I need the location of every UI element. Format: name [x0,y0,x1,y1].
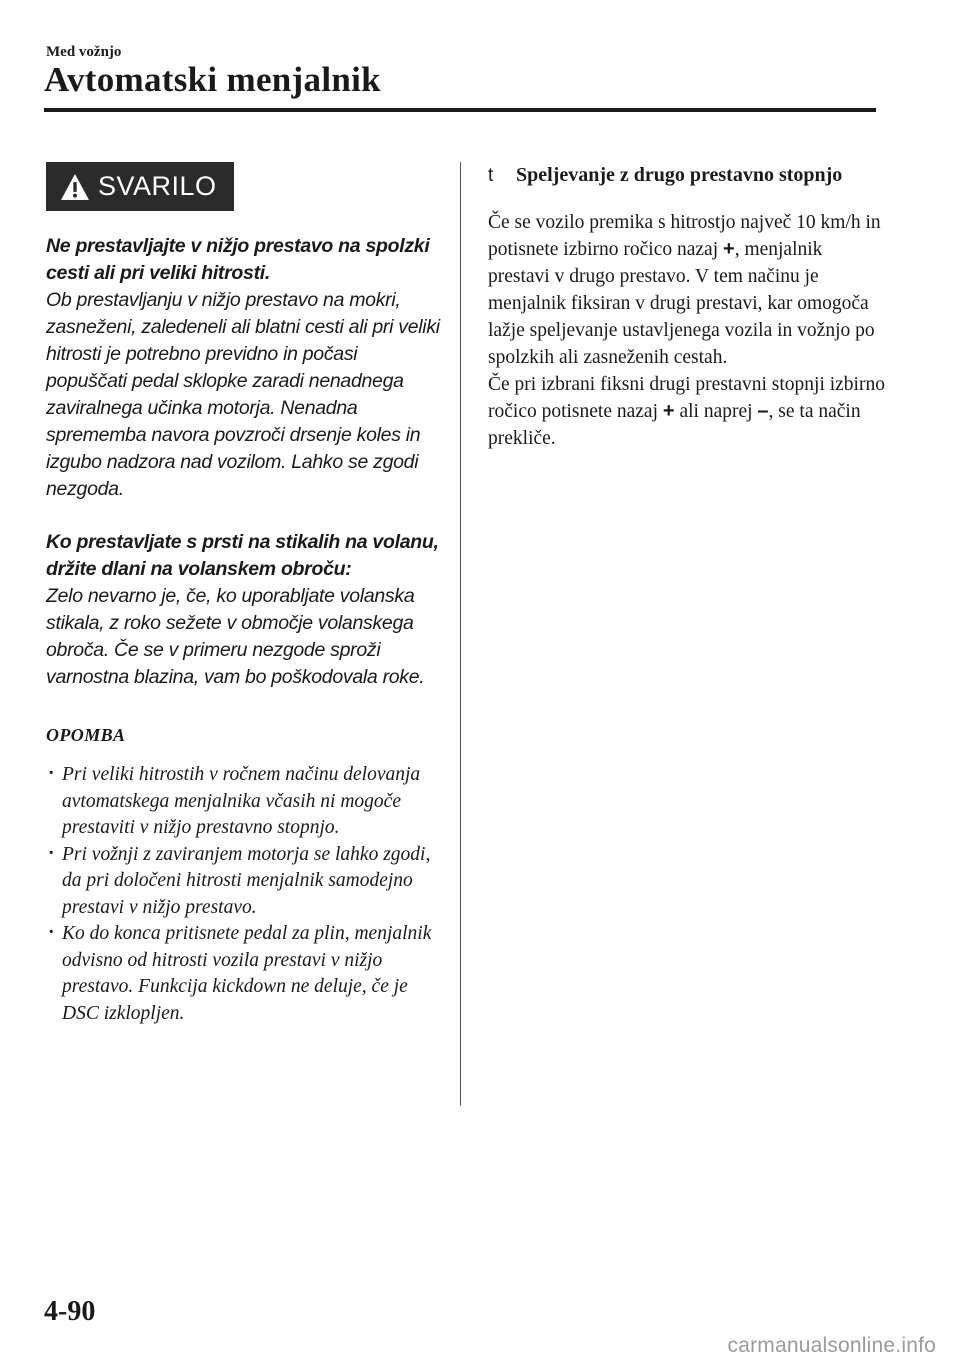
text-run: , se ta način prekliče. [488,401,861,449]
list-item: · Pri veliki hitrostih v ročnem načinu delovanja avtomatskega menjalnika včasih ni mogoče prestaviti v nižjo prestavno stopnjo. [46,762,441,842]
warning-body: Zelo nevarno je, če, ko uporabljate volanska stikala, z roko sežete v območje volanskega obroča. Če se v primeru nezgode sproži varnostna blazina, vam bo poškodovala roke. [46,585,425,688]
right-column [488,162,888,452]
warning-heading: Ne prestavljajte v nižjo prestavo na spolzki cesti ali pri veliki hitrosti. [46,235,430,284]
section-heading [488,162,888,189]
warning-triangle-icon [60,173,90,201]
warning-block-steering [46,529,441,691]
text-run: Če pri izbrani fiksni drugi prestavni stopnji izbirno ročico potisnete nazaj [488,374,885,422]
plus-icon: + [662,400,675,422]
list-item: · Pri vožnji z zaviranjem motorja se lahko zgodi, da pri določeni hitrosti menjalnik samodejno prestavi v nižjo prestavo. [46,842,441,922]
warning-body: Ob prestavljanju v nižjo prestavo na mokri, zasneženi, zaledeneli ali blatni cesti ali pri veliki hitrosti je potrebno previdno in počasi popuščati pedal sklopke zaradi nenadnega zaviralnega učinka motorja. Nenadna sprememba navora povzroči drsenje koles in izgubo nadzora nad vozilom. Lahko se zgodi nezgoda. [46,289,440,500]
heading-marker: t [488,165,494,186]
warning-badge [46,162,234,211]
warning-block-slippery [46,233,441,503]
text-run: Če se vozilo premika s hitrostjo največ 10 km/h in potisnete izbirno ročico nazaj [488,212,881,260]
note-title: OPOMBA [46,725,126,745]
warning-label: SVARILO [98,171,217,201]
left-column [46,162,441,1027]
text-run: , menjalnik prestavi v drugo prestavo. V tem načinu je menjalnik fiksiran v drugi prestavi, kar omogoča lažje speljevanje ustavljenega vozila in vožnjo po spolzkih ali zasneženih cestah. [488,239,875,368]
column-divider [460,162,461,1106]
warning-heading: Ko prestavljate s prsti na stikalih na volanu, držite dlani na volanskem obroču: [46,531,439,580]
section-label: Med vožnjo [46,44,122,60]
list-item: · Ko do konca pritisnete pedal za plin, menjalnik odvisno od hitrosti vozila prestavi v nižjo prestavo. Funkcija kickdown ne deluje, če je DSC izklopljen. [46,921,441,1027]
body-paragraph [488,209,888,371]
note-list [46,762,441,1027]
watermark: carmanualsonline.info [727,1334,936,1357]
minus-icon: – [757,400,769,422]
heading-text: Speljevanje z drugo prestavno stopnjo [516,164,843,186]
page-number: 4-90 [44,1296,96,1327]
header-rule [44,108,876,112]
plus-icon: + [723,238,735,260]
text-run: ali naprej [674,401,758,422]
body-paragraph [488,371,888,452]
page-title: Avtomatski menjalnik [44,60,381,99]
